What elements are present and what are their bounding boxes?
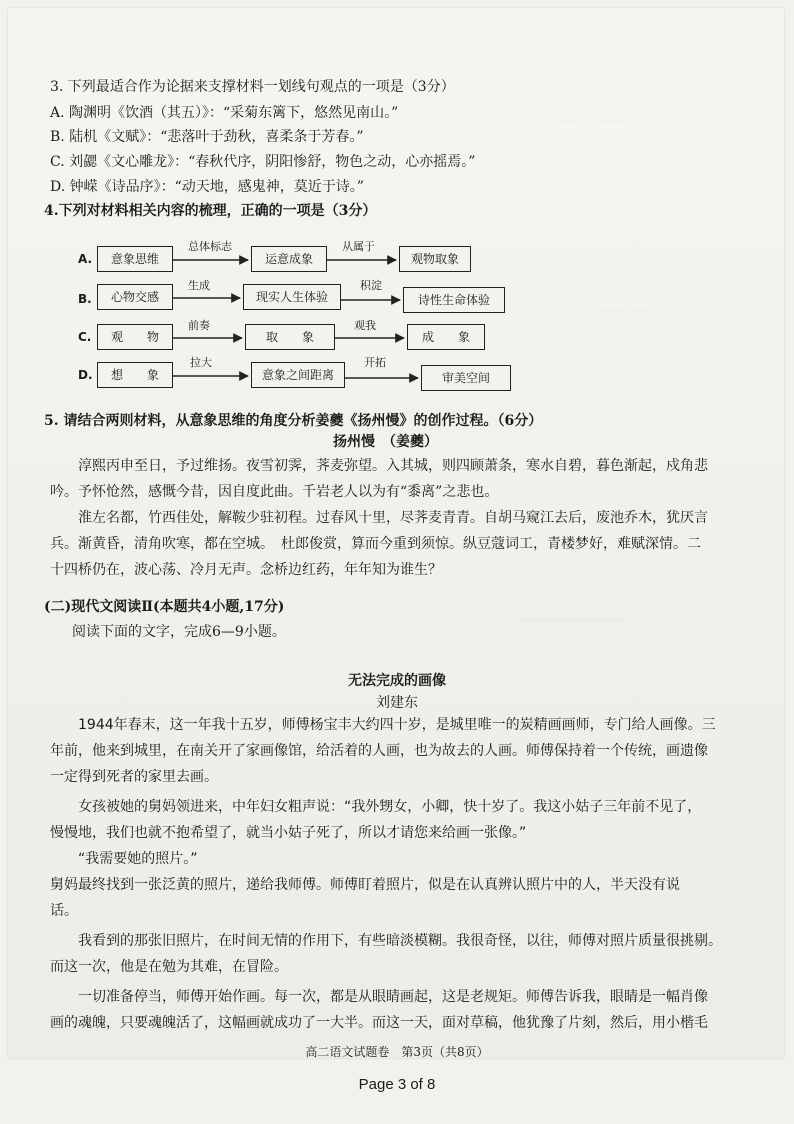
story-line: 1944年春末，这一年我十五岁，师傅杨宝丰大约四十岁，是城里唯一的炭精画画师，专门给人画像。三 <box>78 717 716 733</box>
story-line: 年前，他来到城里，在南关开了家画像馆，给活着的人画，也为故去的人画。师傅保持着一个传统，画遗像 <box>50 743 708 759</box>
story-body <box>50 712 760 1036</box>
q4-row-c-box-3: 成 象 <box>407 324 485 350</box>
q3-option-c: C. 刘勰《文心雕龙》：“春秋代序，阴阳惨舒，物色之动，心亦摇焉。” <box>50 154 476 170</box>
poem-body-line: 十四桥仍在，波心荡、冷月无声。念桥边红药，年年知为谁生？ <box>50 562 442 578</box>
q4-row-d-arrow-label-2: 开拓 <box>364 356 386 369</box>
poem-body <box>50 505 760 583</box>
poem-title: 扬州慢 （姜夔） <box>333 434 438 450</box>
q4-row-c-letter: C. <box>78 330 92 344</box>
story-line: 画的魂魄，只要魂魄活了，这幅画就成功了一大半。而这一天，面对草稿，他犹豫了片刻，然后，用小楷毛 <box>50 1015 708 1031</box>
q4-row-a-box-2: 运意成象 <box>251 246 327 272</box>
q4-row-c-arrow-label-2: 观我 <box>354 319 376 332</box>
poem-preface <box>50 453 760 505</box>
q4-row-b-arrow-label-1: 生成 <box>188 279 210 292</box>
q4-row-d-box-1: 想 象 <box>97 362 173 388</box>
poem-body-line: 兵。渐黄昏，清角吹寒，都在空城。 杜郎俊赏，算而今重到须惊。纵豆蔻词工，青楼梦好，难赋深情。二 <box>50 536 701 552</box>
story-line: 一定得到死者的家里去画。 <box>50 769 218 785</box>
section-heading: (二)现代文阅读Ⅱ(本题共4小题,17分) <box>44 599 285 615</box>
q4-row-a-letter: A. <box>78 252 93 266</box>
q4-row-a-arrow-label-2: 从属于 <box>342 240 375 253</box>
poem-preface-line: 吟。予怀怆然，感慨今昔，因自度此曲。千岩老人以为有“黍离”之悲也。 <box>50 484 499 500</box>
story-line: 慢慢地，我们也就不抱希望了，就当小姑子死了，所以才请您来给画一张像。” <box>50 825 527 841</box>
story-line: 我看到的那张旧照片，在时间无情的作用下，有些暗淡模糊。我很奇怪，以往，师傅对照片质量很挑剔。 <box>78 933 722 949</box>
q4-row-d-box-3: 审美空间 <box>421 365 511 391</box>
q4-row-a-box-1: 意象思维 <box>97 246 173 272</box>
q4-row-a-box-3: 观物取象 <box>399 246 471 272</box>
story-line: “我需要她的照片。” <box>78 851 198 867</box>
q4-row-d-box-2: 意象之间距离 <box>251 362 345 388</box>
q4-row-c-box-1: 观 物 <box>97 324 173 350</box>
section-instruction: 阅读下面的文字，完成6—9小题。 <box>72 624 286 640</box>
bleed-through-text: ……………… <box>560 110 638 125</box>
q4-stem: 4.下列对材料相关内容的梳理，正确的一项是（3分） <box>44 203 377 219</box>
q4-row-b-arrow-label-2: 积淀 <box>360 279 382 292</box>
story-author: 刘建东 <box>376 695 418 711</box>
q3-option-b: B. 陆机《文赋》：“悲落叶于劲秋，喜柔条于芳春。” <box>50 129 364 145</box>
story-title: 无法完成的画像 <box>348 673 446 689</box>
page-indicator: Page 3 of 8 <box>358 1076 436 1093</box>
story-line: 而这一次，他是在勉为其难，在冒险。 <box>50 959 288 975</box>
q4-row-b-box-3: 诗性生命体验 <box>403 287 505 313</box>
q4-row-c-arrow-label-1: 前奏 <box>188 319 210 332</box>
q4-row-b-box-2: 现实人生体验 <box>243 284 341 310</box>
q4-row-d-arrow-label-1: 拉大 <box>190 356 212 369</box>
bleed-through-text: ………… <box>600 300 652 315</box>
q3-option-d: D. 钟嵘《诗品序》：“动天地，感鬼神，莫近于诗。” <box>50 179 364 195</box>
q3-stem: 3. 下列最适合作为论据来支撑材料一划线句观点的一项是（3分） <box>50 79 455 95</box>
story-line: 话。 <box>50 903 78 919</box>
story-line: 舅妈最终找到一张泛黄的照片，递给我师傅。师傅盯着照片，似是在认真辨认照片中的人，半天没有说 <box>50 877 680 893</box>
story-line: 女孩被她的舅妈领进来，中年妇女粗声说：“我外甥女，小卿，快十岁了。我这小姑子三年前不见了， <box>78 799 702 815</box>
q4-row-a-arrow-label-1: 总体标志 <box>188 240 232 253</box>
q5-stem: 5. 请结合两则材料，从意象思维的角度分析姜夔《扬州慢》的创作过程。（6分） <box>44 413 543 429</box>
q4-row-b-box-1: 心物交感 <box>97 284 173 310</box>
story-line: 一切准备停当，师傅开始作画。每一次，都是从眼睛画起，这是老规矩。师傅告诉我，眼睛是一幅肖像 <box>78 989 708 1005</box>
q4-row-d-letter: D. <box>78 368 93 382</box>
bleed-through-text: …………………… <box>520 610 624 625</box>
poem-body-line: 淮左名都，竹西佳处，解鞍少驻初程。过春风十里，尽荠麦青青。自胡马窥江去后，废池乔木，犹厌言 <box>78 510 708 526</box>
q4-row-c-box-2: 取 象 <box>245 324 335 350</box>
exam-page-footer: 高二语文试题卷 第3页（共8页） <box>305 1045 489 1059</box>
poem-preface-line: 淳熙丙申至日，予过维扬。夜雪初霁，荠麦弥望。入其城，则四顾萧条，寒水自碧，暮色渐起，戍角悲 <box>78 458 708 474</box>
q3-option-a: A. 陶渊明《饮酒（其五）》：“采菊东篱下，悠然见南山。” <box>50 105 399 121</box>
q4-row-b-letter: B. <box>78 292 92 306</box>
